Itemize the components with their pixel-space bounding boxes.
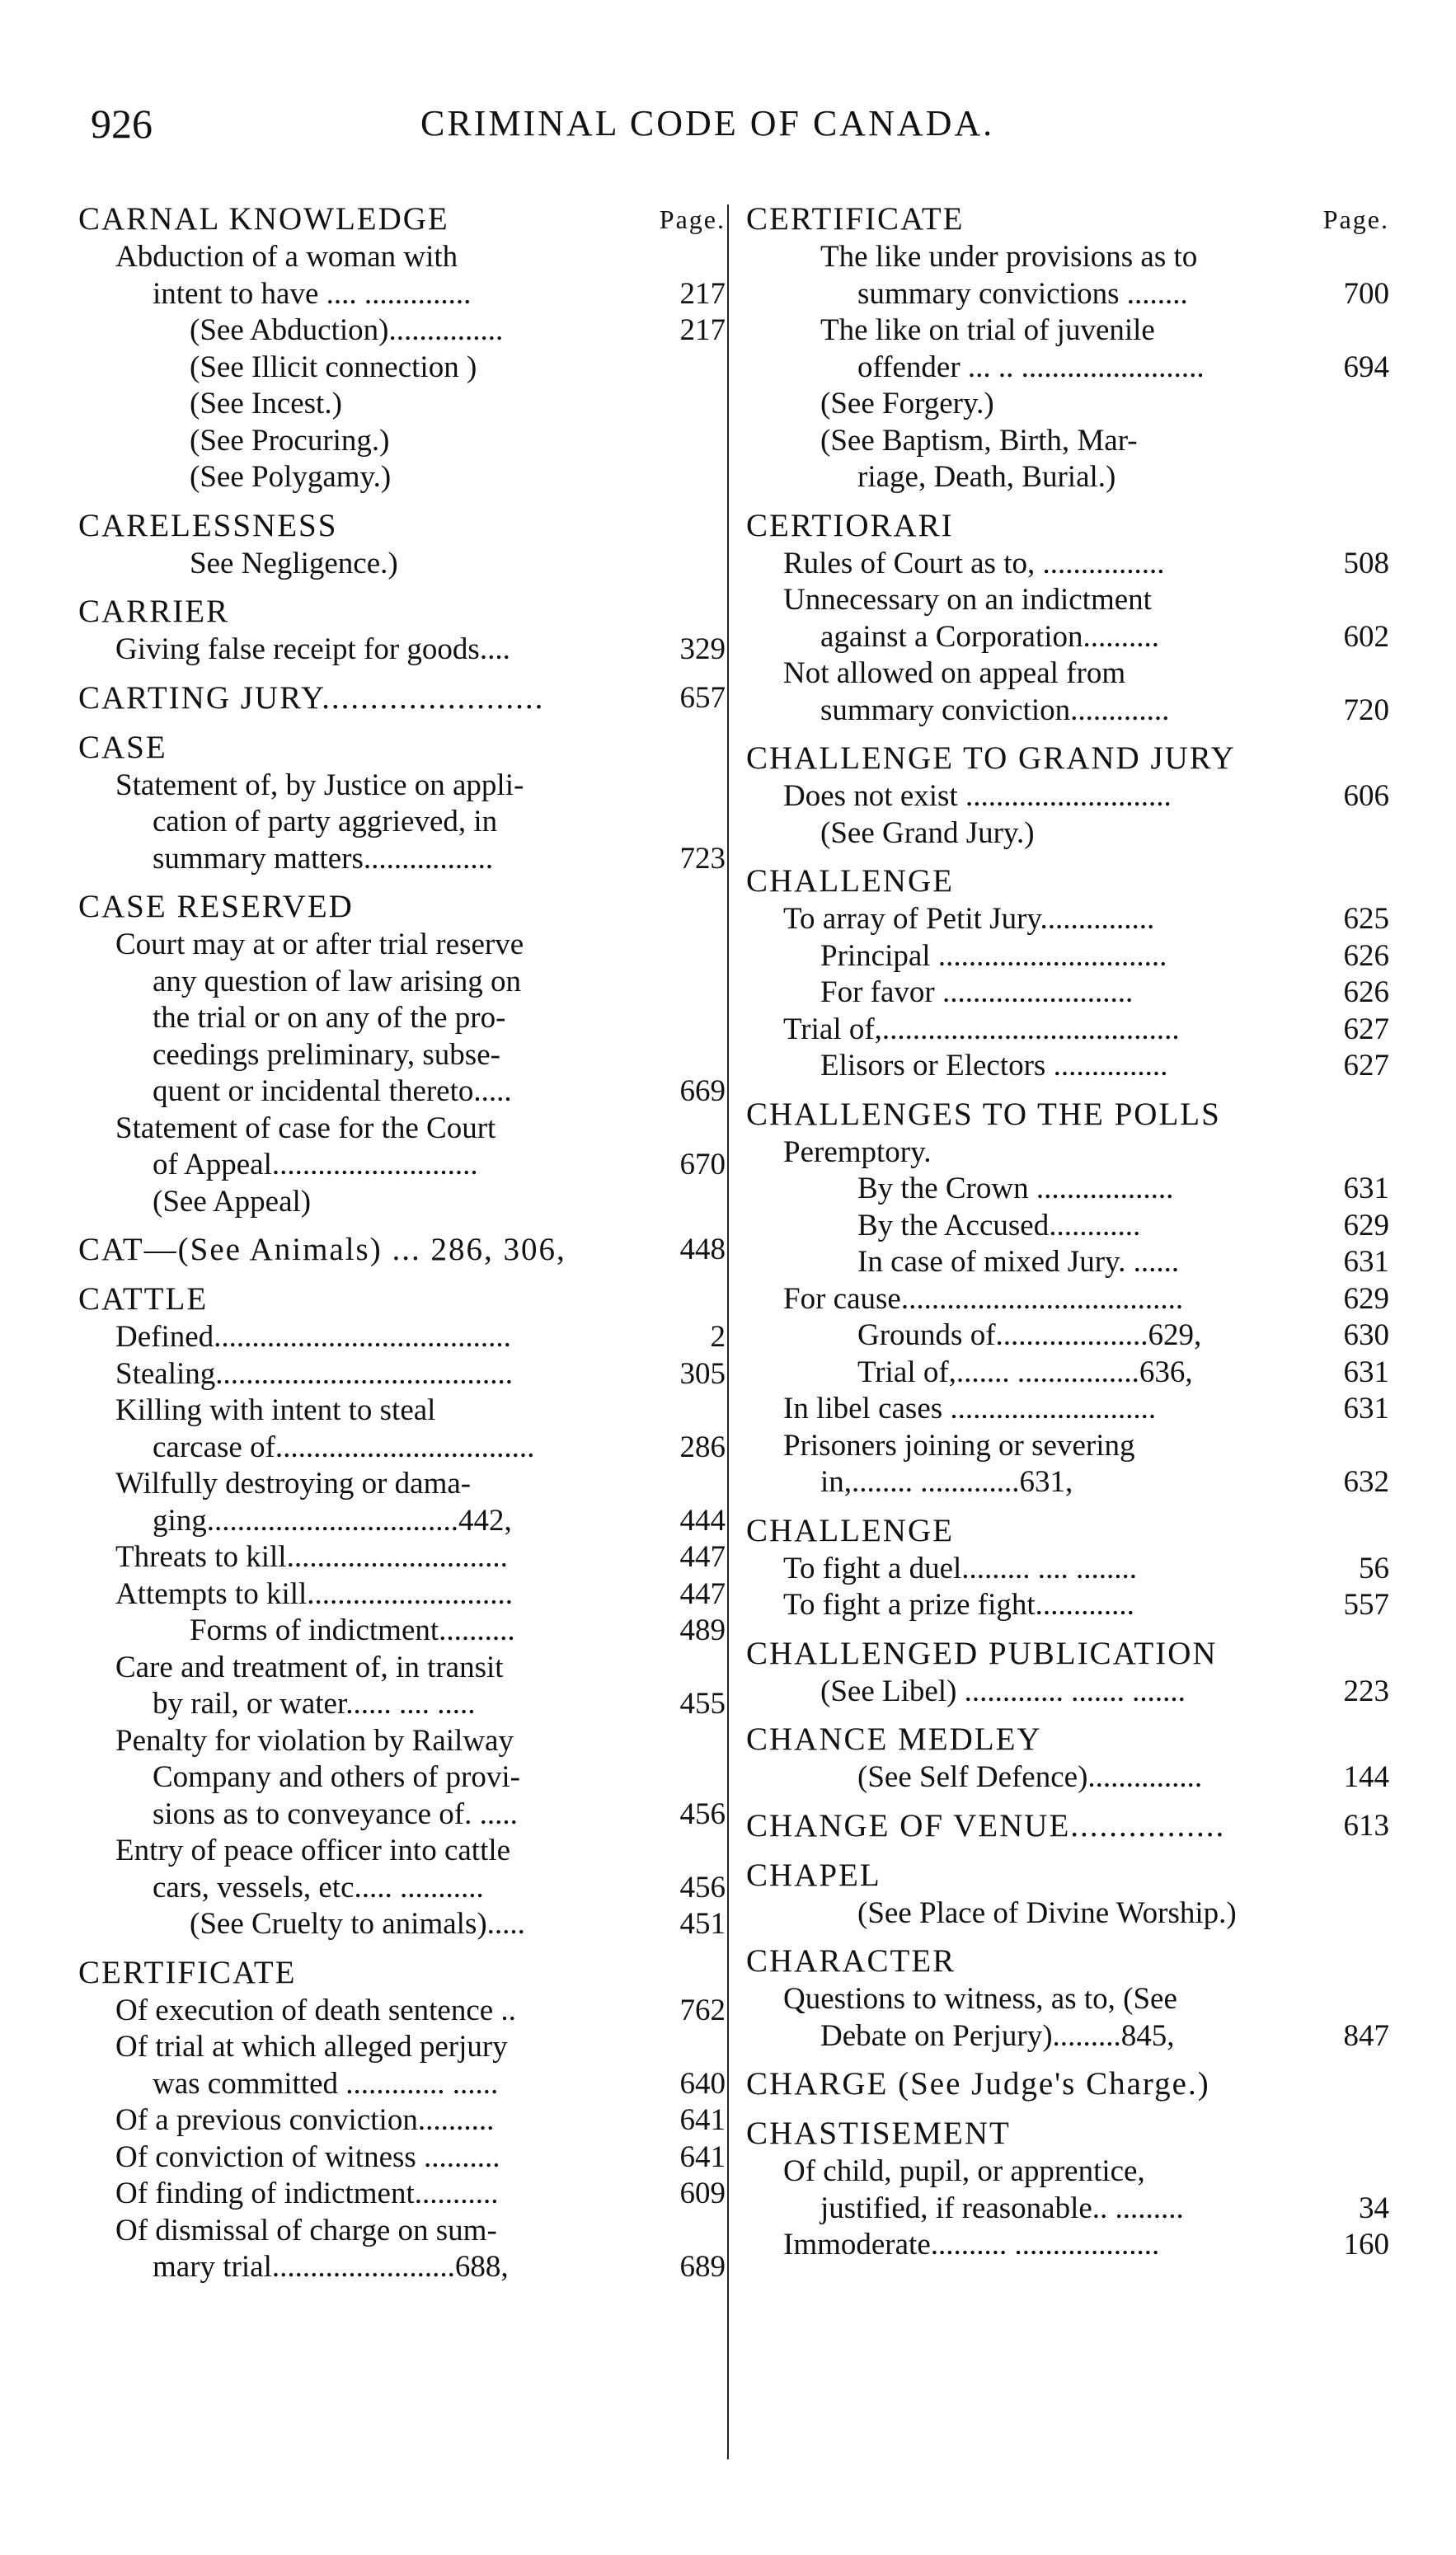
entry-line [746,239,1389,276]
page-reference: 489 [675,1613,726,1650]
page-reference: 641 [675,2102,726,2139]
entry-heading: CHARACTER [746,1943,956,1979]
page-reference: 160 [1339,2227,1390,2264]
page-reference: 286 [675,1430,726,1467]
entry-line [746,1208,1389,1245]
entry-line [78,1503,726,1540]
page-reference: 144 [1339,1759,1390,1796]
entry-heading-row [746,1634,1389,1674]
page-reference: 557 [1339,1587,1390,1624]
page-reference: 56 [1354,1551,1389,1588]
entry-line [746,582,1389,619]
entry-heading-row [746,2064,1389,2104]
entry-text: Trial of,....................................... [783,1012,1180,1046]
entry-text: For favor ......................... [820,975,1134,1009]
entry-line [78,1650,726,1687]
page-reference: 631 [1339,1391,1390,1428]
entry-text: See Negligence.) [190,546,398,580]
entry-text: (See Procuring.) [190,423,390,458]
entry-text: Statement of case for the Court [115,1111,496,1145]
entry-text: offender ... .. ........................ [857,350,1205,384]
entry-text: To fight a duel......... .... ........ [783,1551,1138,1585]
entry-heading-row [78,506,726,546]
entry-text: Defined....................................... [115,1320,511,1354]
index-entry [746,2064,1389,2104]
entry-line [746,1587,1389,1624]
entry-heading-row [746,1806,1389,1846]
entry-heading-row [746,1856,1389,1895]
entry-text: Of child, pupil, or apprentice, [783,2154,1145,2188]
entry-text: Entry of peace officer into cattle [115,1834,511,1867]
entry-line [746,1674,1389,1711]
page-column-label: Page. [659,204,726,234]
page-reference: 629 [1339,1281,1390,1318]
index-entry [78,887,726,1220]
index-entry [746,1511,1389,1624]
page-column-label: Page. [1322,204,1389,234]
page-reference: 223 [1339,1674,1390,1711]
entry-text: the trial or on any of the pro- [153,1001,506,1035]
entry-line [746,423,1389,460]
entry-line [78,312,726,350]
entry-line [78,1319,726,1356]
entry-heading: CHALLENGE [746,863,954,899]
entry-heading: CERTIFICATE [78,1954,297,1990]
index-entry [746,739,1389,852]
entry-text: Stealing....................................... [115,1356,514,1391]
entry-text: sions as to conveyance of. ..... [153,1796,518,1831]
entry-line [78,350,726,387]
entry-text: Peremptory. [783,1134,932,1169]
entry-text: Care and treatment of, in transit [115,1650,504,1684]
entry-text: The like on trial of juvenile [820,313,1155,347]
entry-text: Court may at or after trial reserve [115,928,524,961]
entry-heading: CAT—(See Animals) ... 286, 306, [78,1232,566,1267]
entry-line [746,1048,1389,1085]
entry-text: summary convictions ........ [857,276,1188,311]
entry-heading: CHALLENGED PUBLICATION [746,1635,1218,1671]
entry-line [78,1576,726,1613]
page-reference: 2 [706,1319,726,1356]
entry-text: Of conviction of witness .......... [115,2139,500,2174]
entry-line [78,1147,726,1184]
entry-line [78,1037,726,1074]
page-reference: 762 [675,1993,726,2030]
entry-text: cars, vessels, etc..... ........... [153,1870,484,1905]
entry-heading: CHANCE MEDLEY [746,1721,1042,1757]
entry-heading: CARRIER [78,594,230,629]
entry-line [78,1906,726,1943]
entry-line [78,768,726,805]
entry-heading: CHAPEL [746,1857,881,1893]
entry-heading: CASE [78,729,167,765]
entry-line [746,655,1389,693]
page-reference: 626 [1339,938,1390,975]
entry-text: Of dismissal of charge on sum- [115,2213,497,2247]
entry-text: (See Grand Jury.) [820,815,1035,850]
entry-text: For cause..................................... [783,1281,1184,1316]
index-entry [78,1280,726,1943]
page-reference: 456 [675,1796,726,1834]
entry-text: By the Crown .................. [857,1172,1174,1205]
running-title: CRIMINAL CODE OF CANADA. [420,103,995,143]
index-entry [78,506,726,583]
entry-line [78,1613,726,1650]
entry-heading: CARELESSNESS [78,507,338,543]
entry-text: (See Cruelty to animals)..... [190,1907,525,1941]
entry-line [78,1796,726,1834]
entry-heading-row [746,1942,1389,1981]
entry-heading: CHASTISEMENT [746,2116,1011,2151]
entry-line [78,1759,726,1796]
entry-heading-row [78,728,726,768]
page-reference: 448 [675,1230,726,1270]
entry-heading-row [78,592,726,632]
index-entry [746,1856,1389,1933]
page-reference: 447 [675,1539,726,1576]
index-entry [78,1230,726,1270]
entry-line [746,938,1389,975]
entry-line [78,1723,726,1760]
entry-line [78,2066,726,2103]
entry-text: quent or incidental thereto..... [153,1074,512,1108]
entry-line [78,841,726,878]
index-entry [746,1095,1389,1501]
entry-text: against a Corporation.......... [820,619,1160,654]
page-reference: 305 [675,1356,726,1393]
entry-heading: CARTING JURY....................... [78,679,545,716]
page-header [0,99,1456,148]
entry-text: in,........ .............631, [820,1465,1073,1499]
entry-line [746,693,1389,730]
entry-text: (See Libel) ............. ....... ....... [820,1674,1186,1708]
entry-text: Killing with intent to steal [115,1393,436,1427]
entry-line [78,239,726,276]
entry-line [78,1539,726,1576]
entry-heading-row [78,1230,726,1270]
entry-line [78,459,726,496]
entry-text: Rules of Court as to, ................ [783,546,1165,580]
entry-text: Abduction of a woman with [115,240,458,274]
entry-line [746,546,1389,583]
entry-text: by rail, or water...... .... ..... [153,1687,476,1721]
entry-text: cation of party aggrieved, in [153,805,498,838]
entry-line [78,1466,726,1503]
entry-line [746,1981,1389,2018]
entry-text: riage, Death, Burial.) [857,460,1116,494]
entry-text: summary conviction............. [820,693,1170,727]
entry-text: Principal .............................. [820,938,1167,973]
entry-line [78,1073,726,1111]
index-entry [746,2114,1389,2264]
entry-line [78,1184,726,1221]
page-reference: 627 [1339,1012,1390,1049]
entry-line [746,1244,1389,1281]
entry-line [78,386,726,423]
entry-heading-row [78,1280,726,1319]
index-entry [746,1806,1389,1846]
page-reference: 217 [675,276,726,313]
entry-line [746,1134,1389,1172]
entry-line [78,964,726,1001]
page-reference: 606 [1339,778,1390,815]
page-reference: 447 [675,1576,726,1613]
page-reference: 609 [675,2176,726,2213]
page-reference: 444 [675,1503,726,1540]
entry-text: carcase of.................................. [153,1430,535,1464]
entry-text: Of a previous conviction.......... [115,2103,495,2137]
entry-line [746,1759,1389,1796]
entry-heading-row [746,200,1389,239]
entry-line [746,975,1389,1012]
index-entry [746,1942,1389,2055]
index-column-left [78,200,726,2296]
page-reference: 456 [675,1870,726,1907]
entry-text: Of execution of death sentence .. [115,1993,516,2027]
entry-text: To array of Petit Jury............... [783,902,1155,936]
page-reference: 694 [1339,350,1390,387]
entry-text: Trial of,....... ................636, [857,1355,1193,1389]
entry-line [746,1391,1389,1428]
page-reference: 631 [1339,1355,1390,1392]
entry-heading-row [78,679,726,718]
entry-heading: CHANGE OF VENUE................ [746,1807,1226,1843]
index-entry [746,1634,1389,1711]
entry-text: (See Forgery.) [820,387,994,420]
entry-line [78,1430,726,1467]
page-reference: 629 [1339,1208,1390,1245]
index-entry [746,1720,1389,1796]
entry-line [78,2176,726,2213]
entry-line [78,1870,726,1907]
page-reference: 631 [1339,1244,1390,1281]
page-reference: 632 [1339,1464,1390,1501]
entry-line [78,1833,726,1870]
entry-line [746,2191,1389,2228]
entry-heading-row [78,1953,726,1993]
entry-line [746,1464,1389,1501]
entry-line [78,1356,726,1393]
entry-text: (See Appeal) [153,1184,312,1219]
entry-heading: CASE RESERVED [78,889,354,924]
entry-text: (See Baptism, Birth, Mar- [820,423,1138,458]
entry-heading-row [78,200,726,239]
page-reference: 669 [675,1073,726,1111]
entry-line [746,1317,1389,1355]
entry-text: Giving false receipt for goods.... [115,632,510,666]
entry-text: Penalty for violation by Railway [115,1723,514,1758]
entry-line [746,2018,1389,2055]
entry-line [78,927,726,964]
entry-text: (See Self Defence)............... [857,1760,1203,1794]
page-reference: 700 [1339,276,1390,313]
entry-line [746,901,1389,938]
entry-line [746,778,1389,815]
entry-line [746,1551,1389,1588]
entry-line [746,312,1389,350]
entry-text: Threats to kill............................. [115,1540,508,1574]
entry-text: intent to have .... .............. [153,276,472,311]
entry-line [78,1393,726,1430]
index-column-right [746,200,1389,2274]
entry-text: Wilfully destroying or dama- [115,1467,472,1501]
index-entry [78,592,726,669]
entry-line [746,2153,1389,2191]
entry-heading: CHALLENGE TO GRAND JURY [746,740,1236,776]
entry-text: ceedings preliminary, subse- [153,1037,500,1072]
entry-heading: CATTLE [78,1281,209,1317]
entry-text: Elisors or Electors ............... [820,1049,1168,1083]
entry-line [746,459,1389,496]
entry-line [746,1281,1389,1318]
entry-text: Prisoners joining or severing [783,1428,1135,1463]
entry-heading: CERTIORARI [746,507,954,543]
page-reference: 670 [675,1147,726,1184]
entry-text: was committed ............. ...... [153,2066,499,2101]
entry-line [746,1012,1389,1049]
entry-heading-row [746,1720,1389,1759]
entry-line [746,815,1389,852]
entry-text: (See Incest.) [190,387,342,420]
entry-line [78,1993,726,2030]
entry-text: The like under provisions as to [820,240,1198,274]
entry-text: Statement of, by Justice on appli- [115,768,524,802]
entry-line [746,1895,1389,1933]
entry-line [78,1000,726,1037]
page-reference: 602 [1339,619,1390,656]
page-reference: 627 [1339,1048,1390,1085]
page-reference: 631 [1339,1171,1390,1208]
entry-text: Immoderate.......... ................... [783,2228,1160,2261]
entry-text: To fight a prize fight............. [783,1588,1134,1622]
entry-heading-row [746,1511,1389,1551]
entry-text: Attempts to kill........................... [115,1576,514,1611]
entry-text: summary matters................. [153,841,494,876]
page-reference: 630 [1339,1317,1390,1355]
entry-line [746,1171,1389,1208]
entry-heading: CERTIFICATE [746,201,965,237]
entry-text: Unnecessary on an indictment [783,583,1152,617]
entry-line [78,804,726,841]
page-number: 926 [91,101,153,147]
entry-text: (See Polygamy.) [190,460,392,494]
column-divider [727,204,729,2459]
page-reference: 217 [675,312,726,350]
page-reference: 329 [675,632,726,669]
entry-text: Company and others of provi- [153,1760,520,1794]
entry-line [746,276,1389,313]
page-reference: 640 [675,2066,726,2103]
index-entry [746,506,1389,730]
entry-line [78,2249,726,2286]
page-reference: 847 [1339,2018,1390,2055]
entry-line [78,2213,726,2250]
entry-text: Does not exist ........................... [783,779,1172,813]
entry-line [78,2029,726,2066]
entry-text: Of finding of indictment........... [115,2177,499,2210]
entry-text: Debate on Perjury).........845, [820,2018,1175,2053]
entry-line [746,350,1389,387]
page-reference: 723 [675,841,726,878]
entry-line [746,1428,1389,1465]
page-reference: 641 [675,2139,726,2177]
page-reference: 625 [1339,901,1390,938]
entry-text: By the Accused............ [857,1208,1141,1242]
entry-line [78,1111,726,1148]
index-entry [78,1953,726,2286]
entry-line [78,546,726,583]
index-entry [746,200,1389,496]
entry-line [746,2227,1389,2264]
entry-text: In case of mixed Jury. ...... [857,1245,1180,1279]
entry-line [746,619,1389,656]
page-reference: 720 [1339,693,1390,730]
entry-line [78,276,726,313]
entry-text: justified, if reasonable.. ......... [820,2191,1184,2225]
entry-text: (See Place of Divine Worship.) [857,1895,1237,1930]
entry-heading-row [746,862,1389,901]
page-reference: 689 [675,2249,726,2286]
entry-text: Not allowed on appeal from [783,656,1126,690]
page-reference: 34 [1354,2191,1389,2228]
entry-text: (See Illicit connection ) [190,350,477,384]
entry-heading: CHALLENGE [746,1512,954,1548]
index-entry [78,679,726,718]
page-reference: 626 [1339,975,1390,1012]
index-entry [78,200,726,496]
entry-text: (See Abduction)............... [190,313,504,347]
entry-line [746,1355,1389,1392]
entry-text: mary trial........................688, [153,2250,509,2284]
entry-heading-row [746,1095,1389,1134]
entry-text: Grounds of....................629, [857,1318,1202,1352]
page-reference: 657 [675,679,726,718]
index-entry [78,728,726,878]
entry-line [78,423,726,460]
page-reference: 613 [1339,1806,1390,1846]
entry-line [78,2139,726,2177]
entry-text: Questions to witness, as to, (See [783,1982,1177,2016]
entry-line [78,1686,726,1723]
entry-line [78,632,726,669]
entry-line [78,2102,726,2139]
entry-line [746,386,1389,423]
entry-heading-row [78,887,726,927]
entry-text: Forms of indictment.......... [190,1613,515,1647]
page-reference: 508 [1339,546,1390,583]
entry-heading-row [746,739,1389,778]
entry-heading-row [746,506,1389,546]
entry-heading: CHARGE (See Judge's Charge.) [746,2066,1210,2102]
page-reference: 455 [675,1686,726,1723]
entry-heading: CARNAL KNOWLEDGE [78,201,449,237]
index-entry [746,862,1389,1085]
entry-text: Of trial at which alleged perjury [115,2030,508,2064]
entry-text: of Appeal........................... [153,1148,478,1181]
entry-text: ging.................................442, [153,1503,512,1538]
entry-text: In libel cases ........................... [783,1392,1157,1425]
entry-heading-row [746,2114,1389,2153]
entry-heading: CHALLENGES TO THE POLLS [746,1096,1221,1132]
entry-text: any question of law arising on [153,964,521,998]
page-reference: 451 [675,1906,726,1943]
